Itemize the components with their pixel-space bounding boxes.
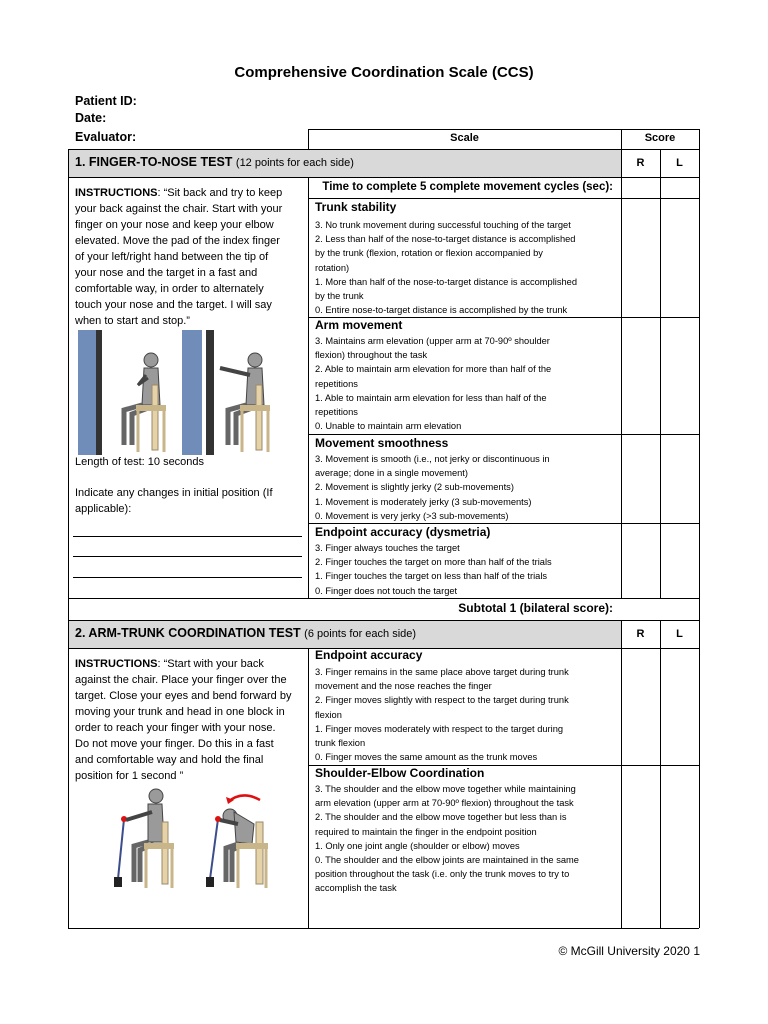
rule	[660, 149, 661, 598]
scale-item: required to maintain the finger in the endpoint position	[315, 826, 537, 837]
scale-item: average; done in a single movement)	[315, 468, 468, 479]
section2-instructions	[75, 656, 305, 784]
scale-item: 3. No trunk movement during successful touching of the target	[315, 220, 571, 230]
scale-item: trunk flexion	[315, 738, 366, 749]
instruction-line: Do not move your finger. Do this in a fast	[75, 738, 274, 750]
document-title: Comprehensive Coordination Scale (CCS)	[234, 64, 534, 81]
scale-item: flexion	[315, 709, 342, 720]
instruction-line: finger on your nose and keep your elbow	[75, 219, 274, 231]
time-row-label: Time to complete 5 complete movement cycles (sec):	[322, 181, 613, 193]
scale-item: accomplish the task	[315, 883, 397, 894]
scale-item: 2. Movement is slightly jerky (2 sub-movements)	[315, 482, 514, 493]
subtotal-1: Subtotal 1 (bilateral score):	[458, 601, 613, 615]
instruction-line: against the chair. Place your finger over the	[75, 674, 287, 686]
movement-smoothness-items	[315, 452, 615, 523]
rule	[308, 198, 699, 199]
scale-item: 1. Able to maintain arm elevation for less than half of the	[315, 392, 547, 403]
scale-item: 0. Movement is very jerky (>3 sub-movements)	[315, 510, 509, 521]
rule	[621, 620, 622, 928]
scale-item: arm elevation (upper arm at 70-90º flexion) throughout the task	[315, 798, 574, 809]
rule	[660, 620, 661, 928]
instruction-line: order to reach your finger with your nose.	[75, 722, 276, 734]
rule	[308, 177, 309, 598]
section1-title-text: 1. FINGER-TO-NOSE TEST	[75, 155, 233, 169]
table-bottom-rule	[68, 928, 699, 929]
l-header-s1: L	[676, 157, 683, 169]
scale-item: 3. Finger remains in the same place above target during trunk	[315, 667, 569, 677]
finger-to-nose-target-illustration	[180, 330, 275, 455]
scale-item: rotation)	[315, 262, 350, 273]
s2-endpoint-accuracy-heading: Endpoint accuracy	[315, 648, 423, 662]
instructions-label: INSTRUCTIONS	[75, 187, 158, 199]
shoulder-elbow-items	[315, 782, 615, 896]
instruction-line: elevated. Move the pad of the index finger	[75, 235, 280, 247]
rule	[68, 620, 699, 621]
scale-item: repetitions	[315, 378, 358, 389]
scale-item: 2. Finger touches the target on more than half of the trials	[315, 557, 552, 568]
table-top-rule	[308, 129, 699, 130]
trunk-stability-items	[315, 218, 615, 317]
scale-item: 0. Entire nose-to-target distance is accomplished by the trunk	[315, 305, 568, 316]
scale-item: 3. Finger always touches the target	[315, 543, 460, 553]
rule	[308, 523, 699, 524]
rule	[68, 598, 699, 599]
scale-item: 0. Unable to maintain arm elevation	[315, 421, 462, 432]
trunk-stability-heading: Trunk stability	[315, 200, 397, 214]
evaluator-label: Evaluator:	[75, 130, 137, 144]
changes-line-2[interactable]	[73, 556, 302, 557]
instruction-line: moving your trunk and head in one block in	[75, 706, 285, 718]
section2-title	[75, 626, 416, 640]
rule	[699, 129, 700, 928]
shoulder-elbow-heading: Shoulder-Elbow Coordination	[315, 766, 485, 780]
rule	[308, 434, 699, 435]
scale-item: 1. Finger moves moderately with respect to the target during	[315, 723, 564, 734]
instruction-line: position for 1 second ”	[75, 770, 184, 782]
instruction-line: : “Start with your back	[157, 658, 264, 670]
arm-trunk-bent-illustration	[198, 784, 280, 892]
finger-to-nose-start-illustration	[76, 330, 171, 455]
score-header: Score	[644, 132, 676, 144]
arm-movement-items	[315, 334, 615, 433]
scale-item: 3. Maintains arm elevation (upper arm at 70-90º shoulder	[315, 336, 550, 346]
arm-trunk-start-illustration	[108, 784, 183, 892]
instruction-line: touch your nose and the target. I will say	[75, 299, 272, 311]
r-header-s1: R	[636, 157, 645, 169]
section1-title	[75, 155, 354, 169]
indicate-changes: Indicate any changes in initial position (If applicable):	[75, 487, 273, 515]
instruction-line: when to start and stop.”	[75, 315, 190, 327]
rule	[621, 177, 622, 598]
scale-item: 2. Finger moves slightly with respect to the target during trunk	[315, 695, 569, 706]
s2-endpoint-accuracy-items	[315, 665, 615, 764]
scale-item: 0. Finger does not touch the target	[315, 585, 458, 596]
scale-item: by the trunk (flexion, rotation or flexion accompanied by	[315, 248, 543, 259]
endpoint-accuracy-heading: Endpoint accuracy (dysmetria)	[315, 525, 491, 539]
l-header-s2: L	[676, 628, 683, 640]
section2-title-text: 2. ARM-TRUNK COORDINATION TEST	[75, 626, 301, 640]
instruction-line: target. Close your eyes and bend forward by	[75, 690, 292, 702]
scale-item: by the trunk	[315, 291, 364, 302]
scale-item: movement and the nose reaches the finger	[315, 681, 492, 692]
section2-points: (6 points for each side)	[304, 628, 417, 640]
instruction-line: : “Sit back and try to keep	[157, 187, 283, 199]
scale-item: 2. The shoulder and the elbow move together but less than is	[315, 812, 567, 823]
scale-item: 1. Movement is moderately jerky (3 sub-movements)	[315, 496, 532, 507]
scale-header: Scale	[450, 132, 479, 144]
rule	[308, 648, 309, 928]
date-label: Date:	[75, 111, 107, 125]
section1-instructions	[75, 185, 305, 329]
endpoint-accuracy-items	[315, 541, 615, 598]
rule	[68, 149, 69, 928]
movement-smoothness-heading: Movement smoothness	[315, 436, 449, 450]
instruction-line: your back against the chair. Start with your	[75, 203, 283, 215]
scale-item: 2. Able to maintain arm elevation for more than half of the	[315, 364, 552, 375]
length-of-test: Length of test: 10 seconds	[75, 456, 205, 468]
scale-item: 3. Movement is smooth (i.e., not jerky or discontinuous in	[315, 454, 550, 464]
scale-item: 0. The shoulder and the elbow joints are maintained in the same	[315, 855, 579, 866]
instruction-line: comfortable way, in order to alternately	[75, 283, 264, 295]
changes-line-3[interactable]	[73, 577, 302, 578]
arm-movement-heading: Arm movement	[315, 318, 403, 332]
footer-copyright: © McGill University 2020 1	[558, 944, 700, 958]
changes-line-1[interactable]	[73, 536, 302, 537]
scale-item: repetitions	[315, 407, 358, 418]
scale-item: position throughout the task (i.e. only the trunk moves to try to	[315, 869, 570, 880]
instructions-label: INSTRUCTIONS	[75, 658, 158, 670]
r-header-s2: R	[636, 628, 645, 640]
scale-item: 0. Finger moves the same amount as the trunk moves	[315, 752, 538, 763]
scale-item: 3. The shoulder and the elbow move together while maintaining	[315, 784, 576, 794]
scale-item: flexion) throughout the task	[315, 350, 428, 361]
scale-item: 2. Less than half of the nose-to-target distance is accomplished	[315, 234, 576, 245]
instruction-line: your nose and the target in a fast and	[75, 267, 258, 279]
scale-item: 1. More than half of the nose-to-target distance is accomplished	[315, 276, 578, 287]
instruction-line: and comfortable way and hold the final	[75, 754, 264, 766]
rule	[68, 149, 699, 150]
patient-id-label: Patient ID:	[75, 94, 137, 108]
section1-points: (12 points for each side)	[235, 157, 354, 169]
rule	[68, 177, 699, 178]
scale-item: 1. Finger touches the target on less than half of the trials	[315, 571, 548, 582]
instruction-line: of your left/right hand between the tip of	[75, 251, 269, 263]
scale-item: 1. Only one joint angle (shoulder or elbow) moves	[315, 840, 520, 851]
